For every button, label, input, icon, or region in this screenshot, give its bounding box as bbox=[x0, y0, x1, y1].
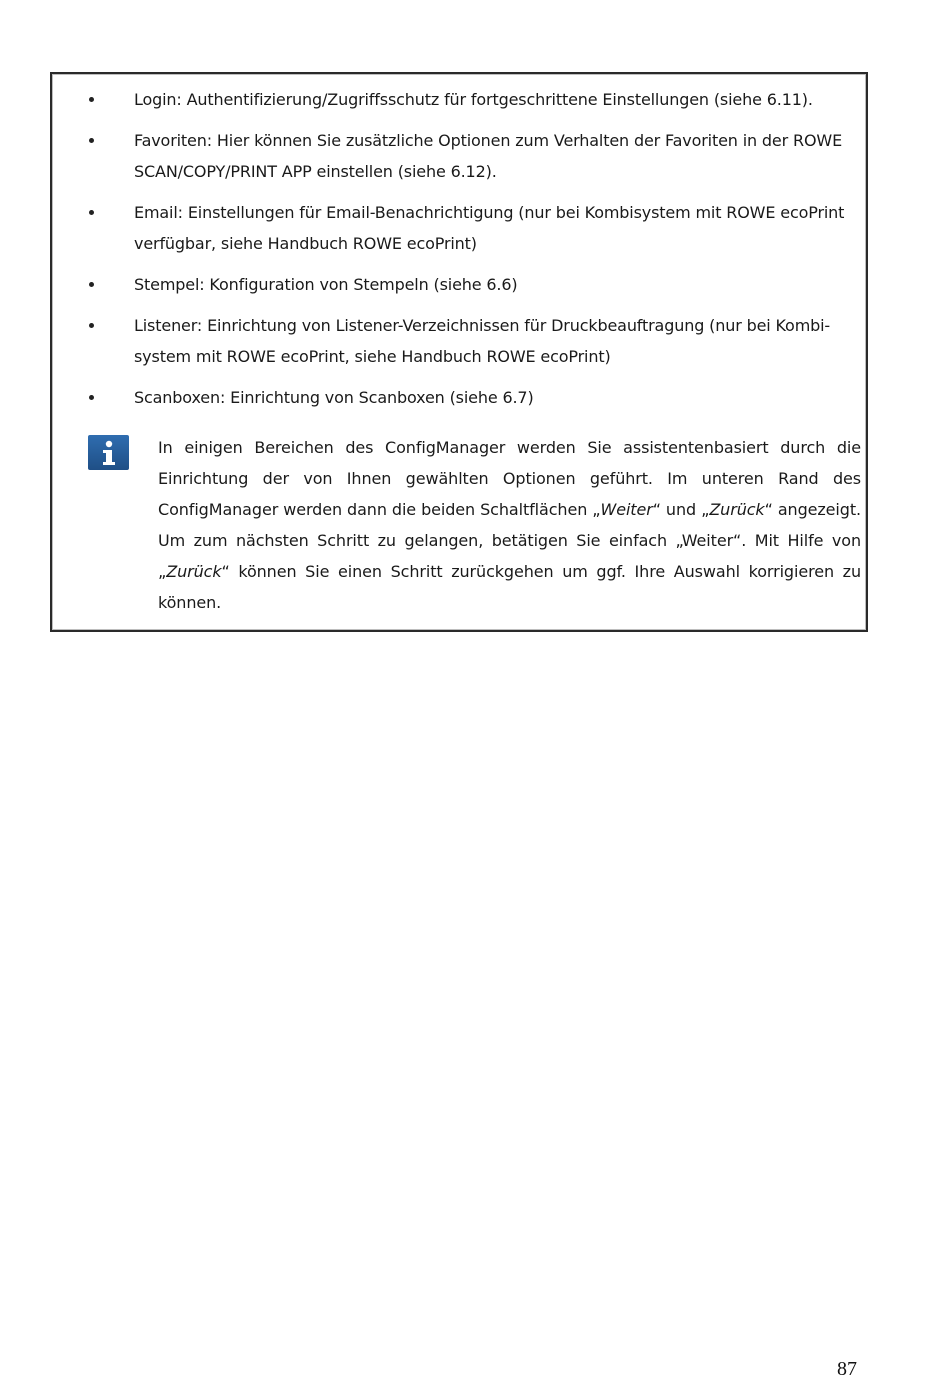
content-frame bbox=[50, 72, 868, 632]
info-note bbox=[158, 432, 861, 618]
zurueck-emphasis: Zurück bbox=[166, 562, 222, 581]
bullet-icon bbox=[89, 395, 94, 400]
info-text-part: In einigen Bereichen des ConfigManager werden Sie assistentenbasiert durch die Einrichtung der von Ihnen gewählten Optionen geführt. Im unteren Rand des ConfigManager werden dann die beiden Schaltflächen „ bbox=[158, 438, 861, 519]
bullet-icon bbox=[89, 138, 94, 143]
bullet-list bbox=[52, 84, 866, 423]
info-text-part: “ angezeigt. Um zum nächsten Schritt zu gelangen, betätigen Sie einfach „Weiter“. Mit Hilfe von „ bbox=[158, 500, 861, 581]
list-item bbox=[52, 310, 866, 372]
list-item-text: Email: Einstellungen für Email-Benachrichtigung (nur bei Kombisystem mit ROWE ecoPrint verfügbar, siehe Handbuch ROWE ecoPrint) bbox=[134, 203, 845, 253]
list-item-text: Stempel: Konfiguration von Stempeln (siehe 6.6) bbox=[134, 275, 518, 294]
bullet-icon bbox=[89, 97, 94, 102]
weiter-emphasis: Weiter bbox=[600, 500, 653, 519]
info-text-part: “ und „ bbox=[652, 500, 710, 519]
info-glyph-icon bbox=[98, 440, 120, 466]
bullet-icon bbox=[89, 210, 94, 215]
info-text-part: “ können Sie einen Schritt zurückgehen um ggf. Ihre Auswahl korrigieren zu können. bbox=[158, 562, 861, 612]
page-number: 87 bbox=[837, 1358, 857, 1380]
bullet-icon bbox=[89, 323, 94, 328]
list-item-text: Login: Authentifizierung/Zugriffsschutz für fortgeschrittene Einstellungen (siehe 6.11). bbox=[134, 90, 813, 109]
bullet-icon bbox=[89, 282, 94, 287]
list-item bbox=[52, 84, 866, 115]
list-item-text: Scanboxen: Einrichtung von Scanboxen (siehe 6.7) bbox=[134, 388, 534, 407]
zurueck-emphasis: Zurück bbox=[709, 500, 765, 519]
list-item bbox=[52, 382, 866, 413]
list-item bbox=[52, 197, 866, 259]
list-item bbox=[52, 269, 866, 300]
list-item-text: Listener: Einrichtung von Listener-Verzeichnissen für Druckbeauftragung (nur bei Kombi-system mit ROWE ecoPrint, siehe Handbuch ROWE ecoPrint) bbox=[134, 316, 831, 366]
list-item-text: Favoriten: Hier können Sie zusätzliche Optionen zum Verhalten der Favoriten in der ROWE SCAN/COPY/PRINT APP einstellen (siehe 6.12). bbox=[134, 131, 843, 181]
list-item bbox=[52, 125, 866, 187]
info-icon bbox=[88, 435, 129, 470]
